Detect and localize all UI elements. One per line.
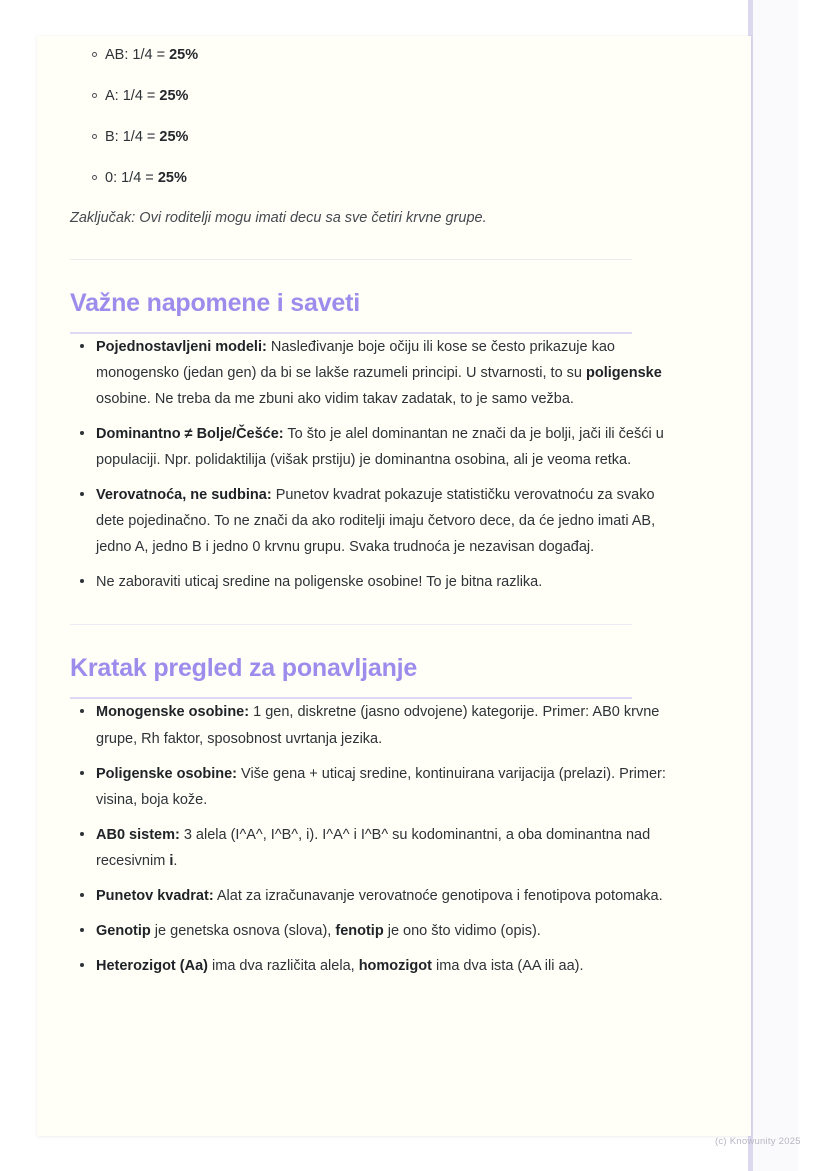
bullet-lead: Monogenske osobine: (96, 704, 250, 721)
bullet-lead: Pojednostavljeni modeli: (96, 338, 267, 355)
bullet-text: Nasleđivanje boje očiju ili kose se često prikazuje kao monogensko (jedan gen) da bi se lakše razumeli principi. U stvarnosti, to su (96, 338, 615, 381)
list-item (70, 953, 670, 979)
result-value: 25% (157, 169, 187, 186)
bullet-text: ima dva različita alela, (207, 958, 359, 975)
punnett-results-list (70, 44, 670, 189)
document-content (70, 36, 670, 988)
bullet-text-tail: . (173, 852, 178, 869)
bullet-text-tail: osobine. Ne treba da me zbuni ako vidim takav zadatak, to je samo vežba. (96, 390, 574, 407)
circle-bullet-icon (92, 52, 97, 57)
bullet-lead: Punetov kvadrat: (96, 888, 214, 905)
bullet-dot-icon (80, 344, 84, 348)
list-item (70, 883, 670, 909)
document-page-sheet (37, 36, 801, 1147)
circle-bullet-icon (92, 175, 97, 180)
result-value: 25% (159, 87, 189, 104)
list-item (70, 822, 670, 874)
vazne-napomene-list (70, 334, 670, 596)
conclusion-text: Zaključak: Ovi roditelji mogu imati decu sa sve četiri krvne grupe. (70, 209, 487, 226)
list-item (70, 761, 670, 813)
bullet-lead: Poligenske osobine: (96, 765, 237, 782)
list-item (70, 482, 670, 560)
circle-bullet-icon (92, 134, 97, 139)
result-value: 25% (159, 128, 189, 145)
circle-bullet-icon (92, 93, 97, 98)
list-item (70, 44, 670, 66)
bullet-text: 3 alela (I^A^, I^B^, i). I^A^ i I^B^ su kodominantni, a oba dominantna nad recesivnim (96, 826, 651, 869)
bullet-dot-icon (80, 431, 84, 435)
bullet-dot-icon (80, 893, 84, 897)
bullet-dot-icon (80, 492, 84, 496)
bullet-text: Ne zaboraviti uticaj sredine na poligenske osobine! To je bitna razlika. (96, 574, 543, 591)
bullet-text: To što je alel dominantan ne znači da je bolji, jači ili češći u populaciji. Npr. polidaktilija (višak prstiju) je dominantna osobina, ali je veoma retka. (96, 425, 664, 468)
bullet-lead: Genotip (96, 923, 151, 940)
list-item (70, 569, 670, 595)
result-label: B: 1/4 = (105, 128, 160, 145)
section-heading-vazne-napomene: Važne napomene i saveti (70, 289, 632, 334)
section-heading-kratak-pregled: Kratak pregled za ponavljanje (70, 654, 632, 699)
list-item (70, 167, 670, 189)
bullet-text: Više gena + uticaj sredine, kontinuirana varijacija (prelazi). Primer: visina, boja kože. (96, 765, 666, 808)
bullet-emphasis: i (169, 852, 174, 869)
list-item (70, 334, 670, 412)
bullet-emphasis: poligenske (586, 364, 662, 381)
result-label: AB: 1/4 = (105, 47, 170, 63)
section-divider (70, 259, 632, 260)
bullet-dot-icon (80, 579, 84, 583)
bullet-emphasis: homozigot (358, 958, 432, 975)
list-item (70, 126, 670, 148)
section-divider (70, 624, 632, 625)
bullet-text-tail: ima dva ista (AA ili aa). (431, 958, 584, 975)
result-value: 25% (169, 47, 199, 63)
bullet-text: Punetov kvadrat pokazuje statističku verovatnoću za svako dete pojedinačno. To ne znači da ako roditelji imaju četvoro dece, da će jedno imati AB, jedno A, jedno B i jedno 0 krvnu grupu. Svaka trudnoća je nezavisan događaj. (96, 487, 656, 556)
bullet-dot-icon (80, 928, 84, 932)
bullet-dot-icon (80, 832, 84, 836)
bullet-dot-icon (80, 771, 84, 775)
list-item (70, 421, 670, 473)
bullet-emphasis: fenotip (335, 923, 384, 940)
bullet-dot-icon (80, 963, 84, 967)
list-item (70, 918, 670, 944)
bullet-text: Alat za izračunavanje verovatnoće genotipova i fenotipova potomaka. (213, 888, 663, 905)
bullet-lead: AB0 sistem: (96, 826, 180, 843)
bullet-lead: Dominantno ≠ Bolje/Češće: (96, 425, 284, 442)
bullet-text: 1 gen, diskretne (jasno odvojene) kategorije. Primer: AB0 krvne grupe, Rh faktor, sposobnost uvrtanja jezika. (96, 704, 660, 747)
bullet-text-tail: je ono što vidimo (opis). (383, 923, 541, 940)
kratak-pregled-list (70, 699, 670, 979)
list-item (70, 699, 670, 751)
bullet-text: je genetska osnova (slova), (150, 923, 336, 940)
copyright-watermark: (c) Knowunity 2025 (715, 1136, 801, 1147)
bullet-dot-icon (80, 709, 84, 713)
bullet-lead: Heterozigot (Aa) (96, 958, 208, 975)
right-side-panel (748, 0, 798, 1171)
result-label: A: 1/4 = (105, 87, 160, 104)
result-label: 0: 1/4 = (105, 169, 158, 186)
bullet-lead: Verovatnoća, ne sudbina: (96, 487, 272, 504)
list-item (70, 85, 670, 107)
